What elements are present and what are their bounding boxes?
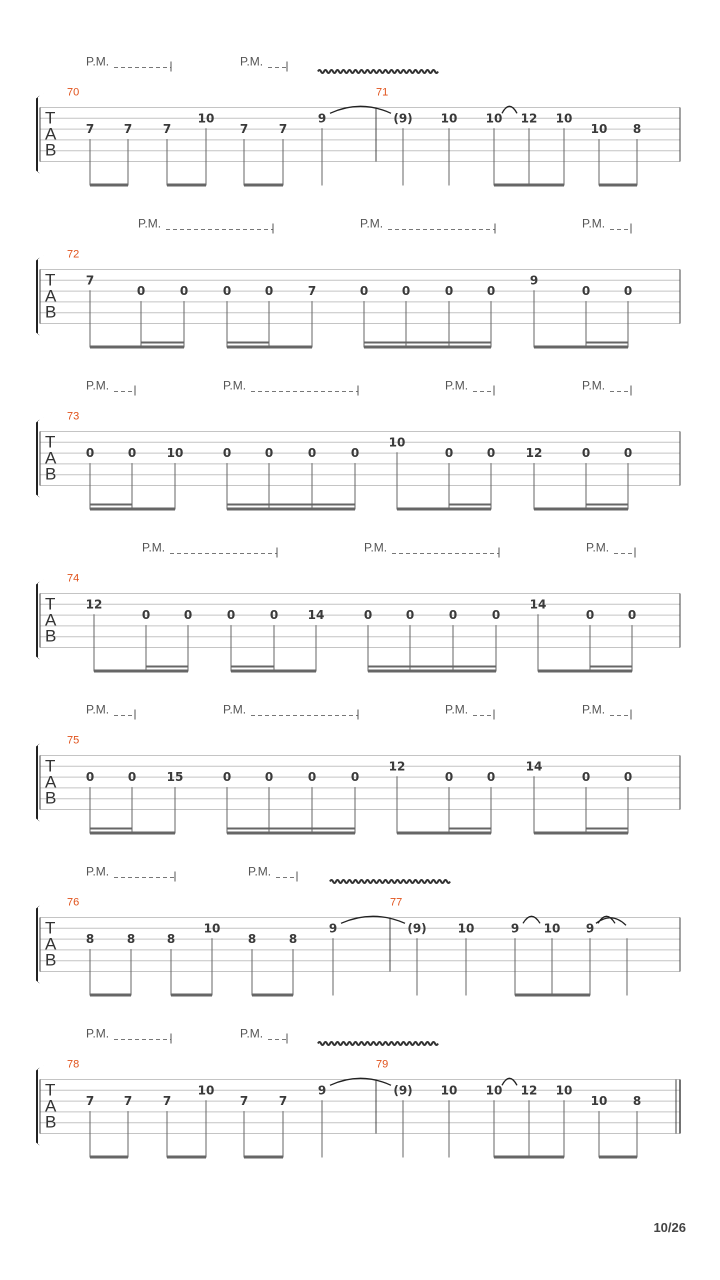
tab-system [36,703,680,835]
palm-mute-label: P.M. [223,702,247,717]
measure-number: 78 [67,1058,80,1071]
palm-mute-label: P.M. [86,702,110,717]
measure-number: 72 [67,248,80,261]
tab-clef-letter: A [45,772,57,792]
fret-number: 0 [444,770,454,785]
page-number: 10/26 [653,1220,686,1235]
palm-mute-label: P.M. [582,378,606,393]
fret-number: 0 [585,608,595,623]
beam-secondary [231,666,274,668]
fret-number: 12 [525,446,543,461]
fret-number: 0 [581,770,591,785]
fret-number: 7 [162,1094,172,1109]
fret-number: 14 [525,759,543,774]
fret-number: 12 [520,1083,538,1098]
beam-primary [90,508,175,511]
fret-number: 10 [197,111,215,126]
beam-primary [397,508,491,511]
palm-mute-label: P.M. [138,216,162,231]
beam-primary [538,670,632,673]
fret-number: (9) [407,921,427,936]
fret-number: 9 [529,273,539,288]
measure-number: 71 [376,86,389,99]
fret-number: 7 [85,1094,95,1109]
beam-primary [167,184,206,187]
fret-number: 0 [264,770,274,785]
fret-number: 8 [288,932,298,947]
beam-primary [171,994,212,997]
fret-number: 0 [623,284,633,299]
vibrato-wave [318,70,438,73]
tab-system [36,55,680,187]
fret-number: 9 [328,921,338,936]
fret-number: 9 [317,1083,327,1098]
beam-primary [244,1156,283,1159]
vibrato-wave [318,1042,438,1045]
tab-clef-letter: T [45,1080,56,1100]
fret-number: 0 [222,284,232,299]
beam-primary [252,994,293,997]
fret-number: 7 [162,122,172,137]
palm-mute-label: P.M. [360,216,384,231]
beam-primary [515,994,590,997]
palm-mute-label: P.M. [86,864,110,879]
beam-primary [90,346,184,349]
beam-primary [534,832,628,835]
beam-primary [534,508,628,511]
measure-number: 76 [67,896,80,909]
fret-number: 10 [555,111,573,126]
fret-number: 0 [85,446,95,461]
tab-clef-letter: T [45,594,56,614]
tab-clef-letter: B [45,950,57,970]
fret-number: 0 [401,284,411,299]
fret-number: 10 [485,111,503,126]
fret-number: 10 [197,1083,215,1098]
tab-clef-letter: A [45,610,57,630]
fret-number: 0 [350,770,360,785]
beam-secondary [586,504,628,506]
fret-number: 10 [590,122,608,137]
fret-number: 10 [440,1083,458,1098]
fret-number: 0 [183,608,193,623]
fret-number: (9) [393,1083,413,1098]
tab-clef-letter: B [45,788,57,808]
measure-number: 74 [67,572,80,585]
beam-primary [227,832,355,835]
beam-primary [90,184,128,187]
tab-clef-letter: A [45,448,57,468]
fret-number: 7 [307,284,317,299]
beam-secondary [590,666,632,668]
fret-number: 0 [264,446,274,461]
tab-clef-letter: A [45,934,57,954]
fret-number: 8 [85,932,95,947]
beam-primary [368,670,496,673]
beam-primary [397,832,491,835]
beam-secondary [586,342,628,344]
beam-secondary [368,666,496,668]
fret-number: 0 [623,770,633,785]
beam-primary [599,1156,637,1159]
beam-secondary [146,666,188,668]
beam-secondary [449,828,491,830]
tab-clef-letter: B [45,464,57,484]
fret-number: 10 [555,1083,573,1098]
fret-number: 10 [543,921,561,936]
beam-primary [534,346,628,349]
tab-clef-letter: T [45,270,56,290]
beam-secondary [90,504,132,506]
tab-clef-letter: T [45,432,56,452]
tab-clef-letter: T [45,108,56,128]
fret-number: 10 [166,446,184,461]
measure-number: 73 [67,410,80,423]
fret-number: 0 [581,446,591,461]
fret-number: 10 [388,435,406,450]
fret-number: 0 [448,608,458,623]
vibrato-wave [330,880,450,883]
tab-clef-letter: A [45,286,57,306]
fret-number: 0 [359,284,369,299]
palm-mute-label: P.M. [240,54,264,69]
beam-primary [90,832,175,835]
fret-number: 10 [203,921,221,936]
fret-number: 7 [85,122,95,137]
fret-number: 0 [486,284,496,299]
beam-primary [227,508,355,511]
fret-number: 7 [85,273,95,288]
fret-number: 14 [307,608,325,623]
fret-number: 8 [126,932,136,947]
beam-secondary [449,504,491,506]
tab-system [36,541,680,673]
fret-number: 8 [632,1094,642,1109]
fret-number: 0 [444,284,454,299]
fret-number: 9 [317,111,327,126]
fret-number: 10 [440,111,458,126]
fret-number: 0 [405,608,415,623]
fret-number: 0 [222,446,232,461]
fret-number: 9 [510,921,520,936]
fret-number: 0 [85,770,95,785]
beam-primary [227,346,312,349]
fret-number: 15 [166,770,184,785]
fret-number: 0 [222,770,232,785]
fret-number: 0 [141,608,151,623]
tab-system [36,865,680,997]
tab-system [36,217,680,349]
measure-number: 79 [376,1058,389,1071]
tab-clef-letter: B [45,1112,57,1132]
tab-clef-letter: A [45,124,57,144]
palm-mute-label: P.M. [86,378,110,393]
beam-primary [94,670,188,673]
tab-clef-letter: T [45,918,56,938]
fret-number: 0 [127,446,137,461]
fret-number: 10 [590,1094,608,1109]
fret-number: 12 [520,111,538,126]
fret-number: 12 [388,759,406,774]
beam-primary [90,994,131,997]
measure-number: 75 [67,734,80,747]
fret-number: 0 [350,446,360,461]
beam-primary [364,346,491,349]
palm-mute-label: P.M. [445,378,469,393]
fret-number: 14 [529,597,547,612]
tab-clef-letter: B [45,302,57,322]
tab-system [36,1027,680,1159]
fret-number: 0 [264,284,274,299]
beam-primary [231,670,316,673]
beam-secondary [364,342,491,344]
fret-number: 7 [278,122,288,137]
fret-number: 7 [123,122,133,137]
fret-number: 7 [239,122,249,137]
beam-primary [167,1156,206,1159]
palm-mute-label: P.M. [223,378,247,393]
fret-number: 8 [166,932,176,947]
fret-number: 7 [123,1094,133,1109]
measure-number: 77 [390,896,403,909]
fret-number: 8 [632,122,642,137]
beam-secondary [227,828,355,830]
fret-number: 12 [85,597,103,612]
palm-mute-label: P.M. [240,1026,264,1041]
fret-number: 10 [485,1083,503,1098]
beam-secondary [90,828,132,830]
fret-number: 0 [307,770,317,785]
palm-mute-label: P.M. [364,540,388,555]
tab-clef-letter: T [45,756,56,776]
palm-mute-label: P.M. [586,540,610,555]
fret-number: 7 [278,1094,288,1109]
palm-mute-label: P.M. [142,540,166,555]
beam-secondary [227,342,269,344]
fret-number: (9) [393,111,413,126]
palm-mute-label: P.M. [86,1026,110,1041]
beam-primary [494,1156,564,1159]
measure-number: 70 [67,86,80,99]
palm-mute-label: P.M. [248,864,272,879]
fret-number: 7 [239,1094,249,1109]
tab-clef-letter: B [45,140,57,160]
fret-number: 0 [307,446,317,461]
beam-primary [494,184,564,187]
palm-mute-label: P.M. [445,702,469,717]
palm-mute-label: P.M. [582,702,606,717]
fret-number: 10 [457,921,475,936]
fret-number: 0 [623,446,633,461]
beam-secondary [141,342,184,344]
fret-number: 0 [363,608,373,623]
fret-number: 0 [179,284,189,299]
fret-number: 8 [247,932,257,947]
fret-number: 0 [136,284,146,299]
fret-number: 0 [491,608,501,623]
tab-clef-letter: B [45,626,57,646]
fret-number: 0 [269,608,279,623]
beam-primary [90,1156,128,1159]
fret-number: 0 [444,446,454,461]
tab-clef-letter: A [45,1096,57,1116]
fret-number: 0 [486,446,496,461]
palm-mute-label: P.M. [86,54,110,69]
fret-number: 0 [226,608,236,623]
beam-primary [244,184,283,187]
fret-number: 0 [627,608,637,623]
beam-secondary [227,504,355,506]
beam-secondary [586,828,628,830]
fret-number: 0 [486,770,496,785]
palm-mute-label: P.M. [582,216,606,231]
tab-system [36,379,680,511]
fret-number: 9 [585,921,595,936]
fret-number: 0 [581,284,591,299]
beam-primary [599,184,637,187]
fret-number: 0 [127,770,137,785]
